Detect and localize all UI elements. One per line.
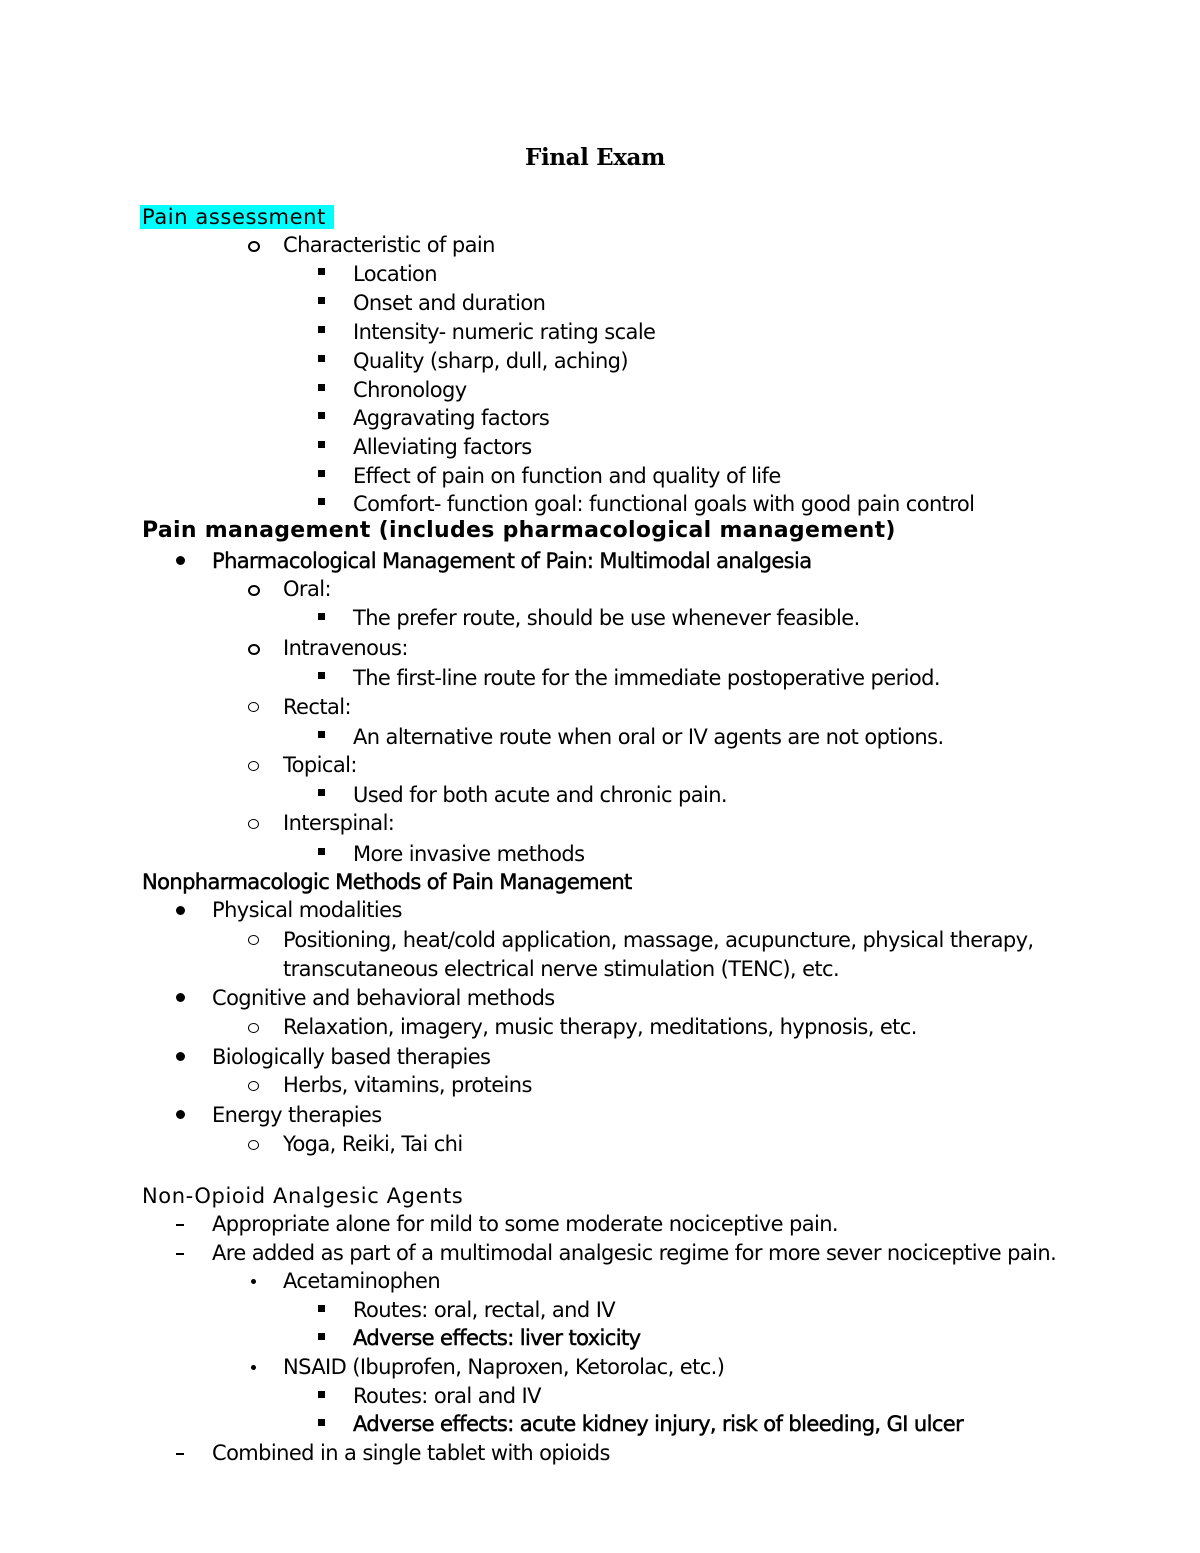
list-item: Adverse effects: acute kidney injury, risk of bleeding, GI ulcer (353, 1412, 964, 1436)
square-bullet-icon (318, 297, 325, 304)
square-bullet-icon (318, 613, 325, 620)
circle-bullet-icon (248, 702, 259, 712)
square-bullet-icon (318, 268, 325, 275)
list-item: Intensity- numeric rating scale (353, 320, 656, 344)
list-item: Location (353, 262, 438, 286)
dot-bullet-icon (251, 1365, 256, 1370)
list-item: Adverse effects: liver toxicity (353, 1326, 641, 1350)
square-bullet-icon (318, 1333, 325, 1340)
list-item: Alleviating factors (353, 435, 532, 459)
list-item: Cognitive and behavioral methods (212, 986, 555, 1010)
square-bullet-icon (318, 384, 325, 391)
list-item: Energy therapies (212, 1103, 382, 1127)
square-bullet-icon (318, 1391, 325, 1398)
square-bullet-icon (318, 412, 325, 419)
circle-bullet-icon (248, 585, 260, 596)
disc-bullet-icon (176, 1052, 185, 1061)
list-item: Positioning, heat/cold application, massage, acupuncture, physical therapy, (283, 928, 1034, 952)
list-item: Quality (sharp, dull, aching) (353, 349, 628, 373)
disc-bullet-icon (176, 906, 185, 915)
dash-bullet-icon (176, 1224, 184, 1226)
square-bullet-icon (318, 355, 325, 362)
list-item: Pharmacological Management of Pain: Multimodal analgesia (212, 549, 812, 573)
list-item: An alternative route when oral or IV agents are not options. (353, 725, 944, 749)
list-item: More invasive methods (353, 842, 585, 866)
list-item: Topical: (283, 753, 357, 777)
circle-bullet-icon (248, 819, 259, 829)
square-bullet-icon (318, 1419, 325, 1426)
circle-bullet-icon (248, 935, 259, 945)
circle-bullet-icon (248, 1140, 259, 1150)
list-item: Routes: oral, rectal, and IV (353, 1298, 616, 1322)
list-item: Are added as part of a multimodal analgesic regime for more sever nociceptive pain. (212, 1241, 1057, 1265)
list-item: Intravenous: (283, 636, 408, 660)
list-item: Oral: (283, 577, 331, 601)
list-item: Appropriate alone for mild to some moderate nociceptive pain. (212, 1212, 839, 1236)
list-item: Biologically based therapies (212, 1045, 491, 1069)
section-heading-non-opioid: Non-Opioid Analgesic Agents (142, 1184, 464, 1208)
disc-bullet-icon (176, 993, 185, 1002)
square-bullet-icon (318, 498, 325, 505)
list-item: Rectal: (283, 695, 351, 719)
disc-bullet-icon (176, 1110, 185, 1119)
list-item: Routes: oral and IV (353, 1384, 541, 1408)
list-item: The prefer route, should be use whenever feasible. (353, 606, 860, 630)
list-item: Used for both acute and chronic pain. (353, 783, 727, 807)
section-heading-pain-management: Pain management (includes pharmacological management) (142, 518, 896, 543)
circle-bullet-icon (248, 761, 259, 771)
list-item: NSAID (Ibuprofen, Naproxen, Ketorolac, etc.) (283, 1355, 725, 1379)
square-bullet-icon (318, 1305, 325, 1312)
section-heading-pain-assessment: Pain assessment (140, 204, 334, 230)
list-item-continuation: transcutaneous electrical nerve stimulation (TENC), etc. (283, 957, 840, 981)
dot-bullet-icon (251, 1279, 256, 1284)
list-item: The first-line route for the immediate postoperative period. (353, 666, 940, 690)
square-bullet-icon (318, 789, 325, 796)
list-item: Acetaminophen (283, 1269, 441, 1293)
dash-bullet-icon (176, 1253, 184, 1255)
circle-bullet-icon (248, 644, 260, 655)
list-item: Aggravating factors (353, 406, 550, 430)
dash-bullet-icon (176, 1453, 184, 1455)
circle-bullet-icon (248, 1081, 259, 1091)
square-bullet-icon (318, 441, 325, 448)
list-item: Physical modalities (212, 898, 402, 922)
circle-bullet-icon (248, 241, 260, 252)
list-item: Interspinal: (283, 811, 395, 835)
list-item: Relaxation, imagery, music therapy, meditations, hypnosis, etc. (283, 1015, 917, 1039)
list-item: Characteristic of pain (283, 233, 495, 257)
circle-bullet-icon (248, 1023, 259, 1033)
square-bullet-icon (318, 326, 325, 333)
square-bullet-icon (318, 470, 325, 477)
list-item: Comfort- function goal: functional goals with good pain control (353, 492, 975, 516)
square-bullet-icon (318, 672, 325, 679)
section-heading-nonpharmacologic: Nonpharmacologic Methods of Pain Management (142, 870, 632, 894)
list-item: Onset and duration (353, 291, 546, 315)
list-item: Herbs, vitamins, proteins (283, 1073, 532, 1097)
square-bullet-icon (318, 848, 325, 855)
list-item: Effect of pain on function and quality of life (353, 464, 781, 488)
list-item: Yoga, Reiki, Tai chi (283, 1132, 463, 1156)
list-item: Combined in a single tablet with opioids (212, 1441, 610, 1465)
page-title: Final Exam (525, 144, 665, 171)
list-item: Chronology (353, 378, 467, 402)
square-bullet-icon (318, 731, 325, 738)
disc-bullet-icon (176, 556, 185, 565)
